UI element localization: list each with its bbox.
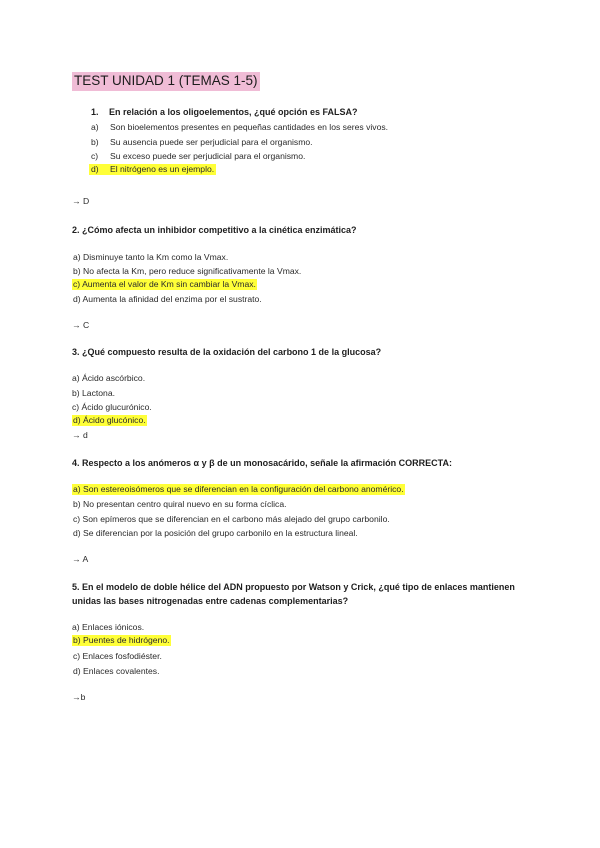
q2-option-d: d) Aumenta la afinidad del enzima por el sustrato. — [73, 294, 262, 304]
q2-answer: → C — [72, 320, 90, 330]
q1-option-c-letter: c) — [91, 151, 99, 161]
q2-option-a: a) Disminuye tanto la Km como la Vmax. — [73, 252, 229, 262]
q3-option-b: b) Lactona. — [72, 388, 115, 398]
question-1-text: En relación a los oligoelementos, ¿qué opción es FALSA? — [109, 107, 358, 117]
q1-option-b-text: Su ausencia puede ser perjudicial para el organismo. — [110, 137, 313, 147]
question-1 — [91, 106, 358, 119]
q1-option-d-letter: d) — [91, 164, 99, 174]
q1-option-c-text: Su exceso puede ser perjudicial para el organismo. — [110, 151, 306, 161]
question-2: 2. ¿Cómo afecta un inhibidor competitivo a la cinética enzimática? — [72, 225, 357, 235]
question-5-line-1: 5. En el modelo de doble hélice del ADN propuesto por Watson y Crick, ¿qué tipo de enlaces mantienen — [72, 582, 515, 592]
q1-option-d-text: El nitrógeno es un ejemplo. — [110, 164, 215, 174]
q2-option-b: b) No afecta la Km, pero reduce significativamente la Vmax. — [73, 266, 302, 276]
q4-option-d: d) Se diferencian por la posición del grupo carbonilo en la estructura lineal. — [73, 528, 358, 538]
q5-answer: →b — [72, 692, 86, 702]
question-1-number: 1. — [91, 107, 99, 117]
q5-option-b-highlighted: b) Puentes de hidrógeno. — [73, 635, 170, 645]
q2-option-c-highlighted: c) Aumenta el valor de Km sin cambiar la Vmax. — [73, 279, 256, 289]
q3-option-a: a) Ácido ascórbico. — [72, 373, 146, 383]
q1-option-a — [91, 122, 388, 133]
q1-option-b — [91, 137, 313, 148]
q1-option-b-letter: b) — [91, 137, 99, 147]
q1-option-c — [91, 151, 305, 162]
question-3: 3. ¿Qué compuesto resulta de la oxidación del carbono 1 de la glucosa? — [72, 347, 382, 357]
q4-option-a-highlighted: a) Son estereoisómeros que se diferencian en la configuración del carbono anomérico. — [73, 484, 404, 494]
q1-option-a-text: Son bioelementos presentes en pequeñas cantidades en los seres vivos. — [110, 122, 389, 132]
q3-option-c: c) Ácido glucurónico. — [72, 402, 152, 412]
question-5-line-2: unidas las bases nitrogenadas entre cadenas complementarias? — [72, 596, 349, 606]
q5-option-a: a) Enlaces iónicos. — [72, 622, 145, 632]
q1-option-a-letter: a) — [91, 122, 99, 132]
q4-option-c: c) Son epímeros que se diferencian en el carbono más alejado del grupo carbonilo. — [73, 514, 390, 524]
q1-option-d-highlighted — [89, 164, 216, 175]
q3-answer: → d — [72, 430, 88, 440]
q5-option-d: d) Enlaces covalentes. — [73, 666, 160, 676]
q4-answer: → A — [72, 554, 89, 564]
question-4: 4. Respecto a los anómeros α y β de un monosacárido, señale la afirmación CORRECTA: — [72, 458, 452, 468]
q5-option-c: c) Enlaces fosfodiéster. — [73, 651, 162, 661]
q4-option-b: b) No presentan centro quiral nuevo en su forma cíclica. — [73, 499, 287, 509]
document-title: TEST UNIDAD 1 (TEMAS 1-5) — [72, 72, 260, 91]
q1-answer: → D — [72, 196, 90, 206]
q3-option-d-highlighted: d) Ácido glucónico. — [73, 415, 146, 425]
